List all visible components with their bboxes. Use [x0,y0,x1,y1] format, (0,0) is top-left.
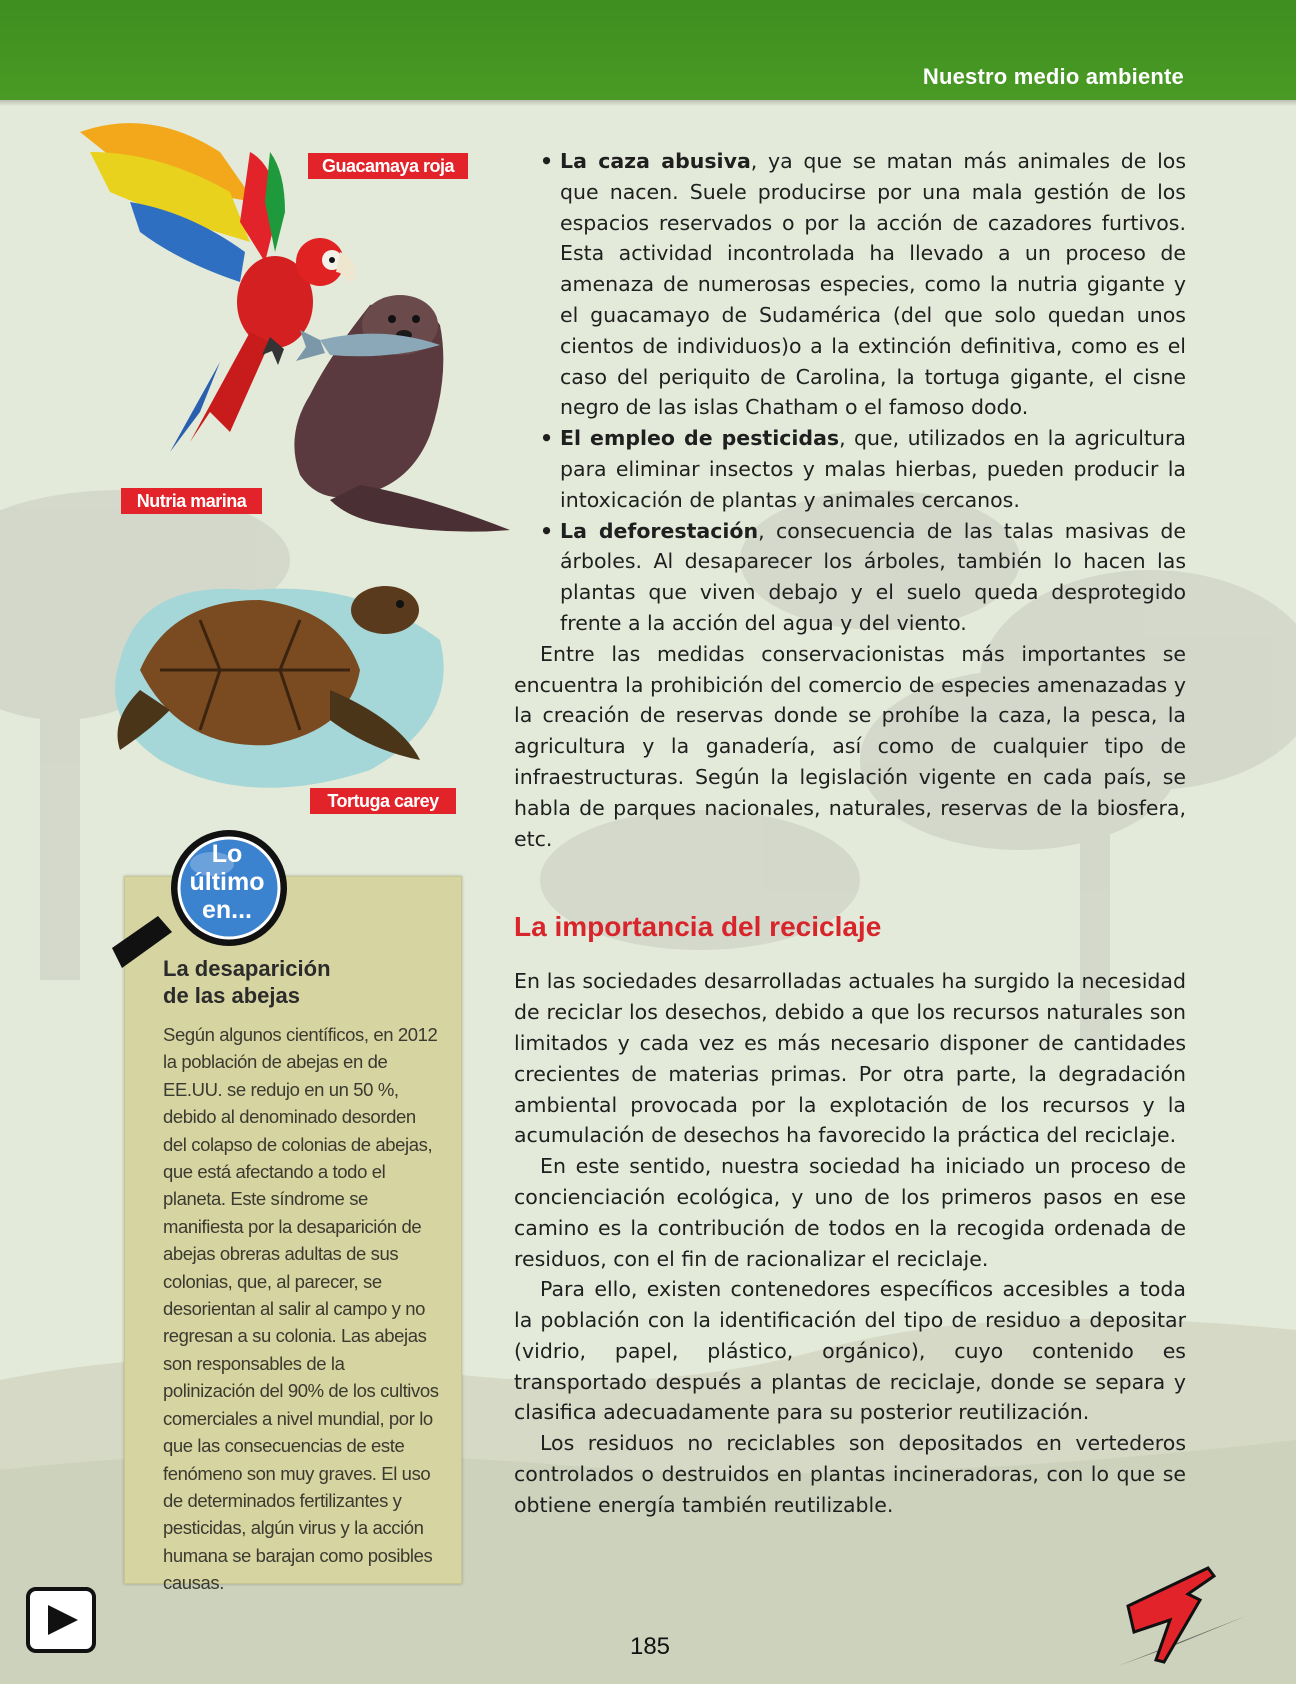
threats-list [514,146,1186,639]
list-item [514,423,1186,515]
list-item-text: , consecuencia de las talas masivas de árboles. Al desaparecer los árboles, también lo hacen las plantas que viven debajo y el suelo queda desprotegido frente a la acción del agua y del viento. [560,518,1186,635]
play-icon [44,1603,80,1637]
list-item [514,516,1186,639]
list-item-term: El empleo de pesticidas [560,426,840,451]
conservation-paragraph: Entre las medidas conservacionistas más importantes se encuentra la prohibición del comercio de especies amenazadas y la creación de reservas donde se prohíbe la caza, la pesca, la agricultura y la ganadería, así como de cualquier tipo de infraestructuras. Según la legislación vigente en cada país, se habla de parques nacionales, naturales, reservas de la biosfera, etc. [514,641,1186,851]
badge-line: último [189,868,265,896]
list-item-term: La caza abusiva [560,149,751,173]
sidebar-body-text: Según algunos científicos, en 2012 la población de abejas en de EE.UU. se redujo en un 50 %, debido al denominado desorden del colapso de colonias de abejas, que está afectando a todo el planeta. Este síndrome se manifiesta por la desaparición de abejas obreras adultas de sus colonias, que, al parecer, se desorientan al salir al campo y no regresan a su colonia. Las abejas son responsables de la polinización del 90% de los cultivos comerciales a nivel mundial, por lo que las consecuencias de este fenómeno son muy graves. El uso de determinados fertilizantes y pesticidas, algún virus y la acción humana se barajan como posibles causas. [163,1024,439,1594]
sidebar-box [124,876,462,1594]
recycling-paragraph-3: Para ello, existen contenedores específicos accesibles a toda la población con la identificación del tipo de residuo a depositar (vidrio, papel, plástico, orgánico), cuyo contenido es transportado después a plantas de reciclaje, donde se separa y clasifica adecuadamente para su posterior reutilización. [514,1277,1186,1425]
red-arrow-logo-icon [1118,1566,1248,1666]
badge-line: Lo [211,840,243,868]
sidebar-title-line: La desaparición [163,956,331,981]
macaw-label: Guacamaya roja [308,153,468,179]
recycling-paragraph-1: En las sociedades desarrolladas actuales ha surgido la necesidad de reciclar los desechos, debido a que los recursos naturales son limitados y cada vez es más necesario disponer de cantidades crecientes de materias primas. Por otra parte, la degradación ambiental provocada por la explotación de los recursos y la acumulación de desechos ha favorecido la práctica del reciclaje. [514,969,1186,1148]
bullet-icon: • [540,426,554,451]
section-heading: La importancia del reciclaje [514,911,882,943]
page-number: 185 [629,1633,671,1660]
play-button[interactable] [26,1587,96,1653]
list-item-text: , que, utilizados en la agricultura para eliminar insectos y malas hierbas, pueden producir la intoxicación de plantas y animales cercanos. [560,426,1186,512]
turtle-illustration [100,560,470,800]
bullet-icon: • [540,518,554,543]
recycling-paragraph-2: En este sentido, nuestra sociedad ha iniciado un proceso de concienciación ecológica, y uno de los primeros pasos en ese camino es la contribución de todos en la recogida ordenada de residuos, con el fin de racionalizar el reciclaje. [514,1154,1186,1271]
sidebar-title-line: de las abejas [163,983,300,1008]
main-text-column [514,146,1186,1521]
header-shadow [0,100,1296,106]
otter-label: Nutria marina [121,488,262,514]
list-item-term: La deforestación [560,518,759,543]
list-item-text: , ya que se matan más animales de los que nacen. Suele producirse por una mala gestión de los espacios reservados o por la acción de cazadores furtivos. Esta actividad incontrolada ha llevado a un proceso de amenaza de numerosas especies, como la nutria gigante y el guacamayo de Sudamérica (del que solo quedan unos cientos de individuos)o a la extinción definitiva, como es el caso del periquito de Carolina, la tortuga gigante, el cisne negro de las islas Chatham o el famoso dodo. [560,149,1186,420]
otter-illustration [280,285,510,565]
bullet-icon: • [540,149,554,173]
badge-text [172,840,282,924]
section-header-title: Nuestro medio ambiente [922,64,1184,89]
recycling-paragraph-4: Los residuos no reciclables son depositados en vertederos controlados o destruidos en plantas incineradoras, con lo que se obtiene energía también reutilizable. [514,1431,1186,1517]
list-item [514,146,1186,423]
turtle-label: Tortuga carey [310,788,456,814]
badge-line: en... [201,896,252,924]
